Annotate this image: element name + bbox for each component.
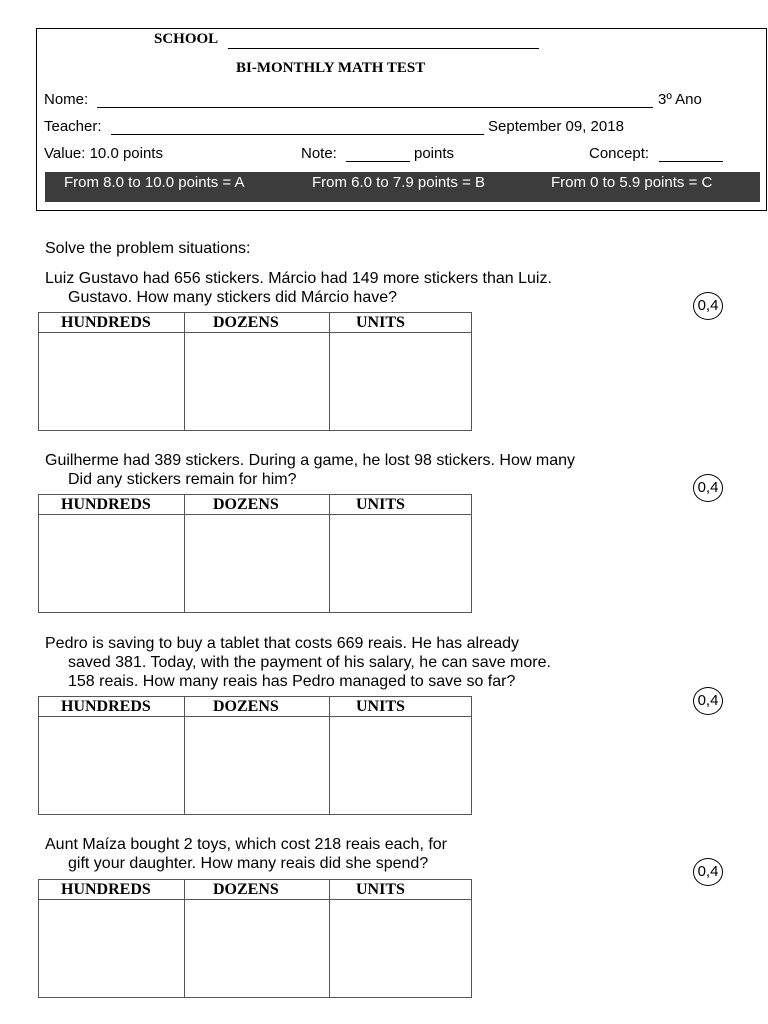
score-badge: 0,4: [693, 292, 723, 320]
dozens-answer-cell[interactable]: [185, 717, 330, 815]
problem-line: Aunt Maíza bought 2 toys, which cost 218 reais each, for: [45, 836, 447, 853]
test-date: September 09, 2018: [488, 118, 624, 135]
problem-line: Pedro is saving to buy a tablet that costs 669 reais. He has already: [45, 635, 520, 652]
value-label: Value: 10.0 points: [44, 145, 163, 162]
problem-line: Gustavo. How many stickers did Márcio have?: [68, 289, 398, 306]
dozens-answer-cell[interactable]: [185, 333, 330, 431]
place-value-table-1: [38, 312, 472, 431]
grade-label: 3º Ano: [658, 91, 702, 108]
hundreds-answer-cell[interactable]: [39, 900, 185, 998]
score-badge: 0,4: [693, 858, 723, 886]
dozens-answer-cell[interactable]: [185, 900, 330, 998]
school-blank: [228, 48, 539, 49]
note-label: Note:: [301, 145, 337, 162]
dozens-header: DOZENS: [185, 313, 330, 333]
grade-c-range: From 0 to 5.9 points = C: [551, 174, 713, 191]
dozens-header: DOZENS: [185, 495, 330, 515]
problem-line: gift your daughter. How many reais did she spend?: [68, 855, 429, 872]
units-answer-cell[interactable]: [330, 515, 472, 613]
hundreds-header: HUNDREDS: [39, 495, 185, 515]
dozens-answer-cell[interactable]: [185, 515, 330, 613]
dozens-header: DOZENS: [185, 880, 330, 900]
problem-3-text: [45, 634, 551, 691]
problem-line: Did any stickers remain for him?: [68, 471, 297, 488]
hundreds-header: HUNDREDS: [39, 313, 185, 333]
problem-line: saved 381. Today, with the payment of his salary, he can save more.: [68, 654, 551, 671]
hundreds-answer-cell[interactable]: [39, 333, 185, 431]
note-blank: [346, 161, 410, 162]
problem-2-text: [45, 451, 575, 489]
dozens-header: DOZENS: [185, 697, 330, 717]
problem-line: 158 reais. How many reais has Pedro managed to save so far?: [68, 673, 516, 690]
units-header: UNITS: [330, 313, 472, 333]
problem-line: Luiz Gustavo had 656 stickers. Márcio had 149 more stickers than Luiz.: [45, 270, 552, 287]
grading-scale-bar: [45, 172, 760, 202]
place-value-table-3: [38, 696, 472, 815]
place-value-table-4: [38, 879, 472, 998]
concept-blank: [659, 161, 723, 162]
name-blank: [97, 107, 653, 108]
note-suffix: points: [414, 145, 455, 162]
school-label: SCHOOL: [154, 31, 219, 47]
hundreds-answer-cell[interactable]: [39, 717, 185, 815]
teacher-label: Teacher:: [44, 118, 102, 135]
problem-4-text: [45, 835, 447, 873]
problem-line: Guilherme had 389 stickers. During a game, he lost 98 stickers. How many: [45, 452, 576, 469]
grade-b-range: From 6.0 to 7.9 points = B: [312, 174, 486, 191]
score-badge: 0,4: [693, 687, 723, 715]
concept-label: Concept:: [589, 145, 650, 162]
hundreds-answer-cell[interactable]: [39, 515, 185, 613]
problem-1-text: [45, 269, 552, 307]
units-answer-cell[interactable]: [330, 900, 472, 998]
instructions: Solve the problem situations:: [45, 240, 251, 257]
units-header: UNITS: [330, 880, 472, 900]
units-answer-cell[interactable]: [330, 717, 472, 815]
hundreds-header: HUNDREDS: [39, 880, 185, 900]
hundreds-header: HUNDREDS: [39, 697, 185, 717]
units-answer-cell[interactable]: [330, 333, 472, 431]
units-header: UNITS: [330, 697, 472, 717]
name-label: Nome:: [44, 91, 89, 108]
teacher-blank: [111, 134, 484, 135]
test-header: [36, 28, 767, 211]
place-value-table-2: [38, 494, 472, 613]
grade-a-range: From 8.0 to 10.0 points = A: [64, 174, 245, 191]
units-header: UNITS: [330, 495, 472, 515]
test-title: BI-MONTHLY MATH TEST: [236, 60, 426, 76]
score-badge: 0,4: [693, 474, 723, 502]
